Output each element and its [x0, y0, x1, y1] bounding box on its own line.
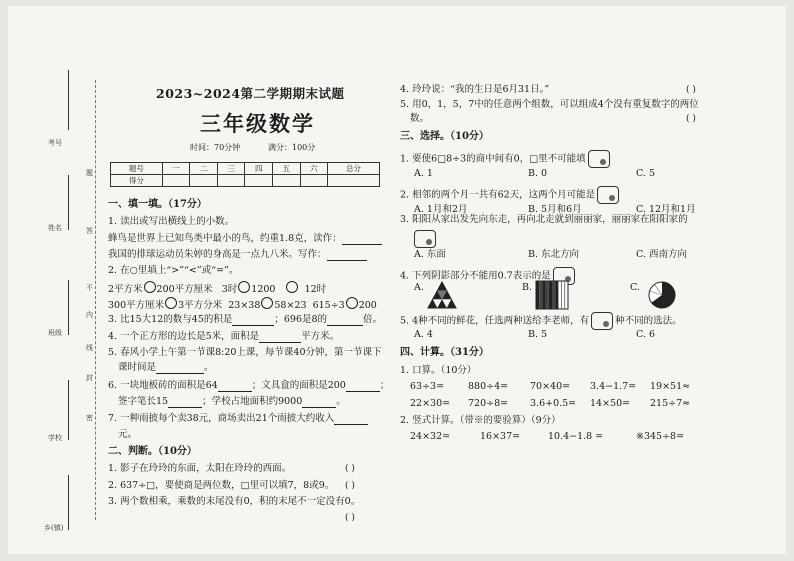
compare-term: 200平方厘米: [156, 284, 213, 295]
compare-term: 3平方分米: [178, 300, 223, 311]
written-heading: 2. 竖式计算。（带※的要验算）（9分）: [400, 415, 561, 426]
oral-item: 63÷3=: [410, 381, 445, 392]
s1-q2-row2: [108, 297, 377, 312]
section3-heading: 三、选择。（10分）: [400, 131, 489, 142]
s1-q7: [108, 413, 368, 425]
s1-q6-text: ；学校占地面积约9000: [202, 396, 303, 407]
answer-blank[interactable]: [156, 363, 204, 374]
answer-box-icon[interactable]: [414, 230, 436, 248]
binding-label-exam-no: 考号: [48, 139, 62, 147]
score-header-cell: 一: [162, 163, 190, 175]
s1-q3-text: 倍。: [363, 314, 383, 325]
written-item: 10.4−1.8 =: [548, 431, 604, 442]
s1-q6-text: ；: [379, 380, 390, 391]
score-cell[interactable]: [300, 175, 328, 187]
s3-q5: [400, 312, 682, 330]
s3-q4-opt-b[interactable]: B.: [522, 282, 533, 293]
s3-q2-opt-a[interactable]: A. 1月和2月: [414, 204, 468, 215]
score-header-cell: 二: [190, 163, 218, 175]
pie-circle-icon: [647, 280, 677, 310]
answer-blank[interactable]: [259, 332, 301, 343]
s3-q5-opt-b[interactable]: B. 5: [528, 329, 548, 340]
score-table: [110, 162, 380, 187]
section2-heading: 二、判断。（10分）: [108, 446, 197, 457]
answer-box-icon[interactable]: [597, 186, 619, 204]
s1-q4: [108, 331, 339, 343]
compare-term: 2平方米: [108, 284, 143, 295]
s1-q3-text: 3. 比15大12的数与45的积是: [108, 314, 233, 325]
seal-char: 密: [86, 414, 93, 422]
answer-blank[interactable]: [334, 414, 368, 425]
s3-q4-text: 4. 下列阴影部分不能用0.7表示的是: [400, 270, 551, 282]
score-cell[interactable]: [190, 175, 218, 187]
score-row-label: 得分: [111, 175, 163, 187]
seal-char: 答: [86, 227, 93, 235]
compare-circle[interactable]: [144, 281, 156, 293]
compare-term: 3时: [221, 284, 238, 295]
s1-q5: 5. 春风小学上午第一节课8:20上课，每节课40分钟，第一节课下: [108, 347, 382, 358]
score-header-cell: 六: [300, 163, 328, 175]
s3-q2-text: 2. 相邻的两个月一共有62天，这两个月可能是: [400, 189, 596, 201]
oral-item: 14×50=: [590, 398, 631, 409]
score-cell[interactable]: [273, 175, 301, 187]
s3-q1-text: 1. 要使6□8÷3的商中间有0，□里不可能填: [400, 153, 586, 165]
s1-q1-text-a: 蜂鸟是世界上已知鸟类中最小的鸟，约重1.8克，读作：: [108, 233, 342, 244]
score-cell[interactable]: [162, 175, 190, 187]
answer-blank[interactable]: [327, 250, 367, 261]
s1-q6-text: 6. 一块地板砖的面积是64: [108, 380, 218, 391]
answer-box-icon[interactable]: [588, 150, 610, 168]
exam-subject-title: 三年级数学: [200, 111, 315, 136]
striped-rectangle-icon: [535, 280, 569, 310]
compare-circle[interactable]: [261, 297, 273, 309]
s2-item: 3. 两个数相乘，乘数的末尾没有0，积的末尾不一定没有0。: [108, 496, 361, 507]
s3-q5-opt-c[interactable]: C. 6: [636, 329, 656, 340]
compare-term: 615÷3: [312, 300, 345, 311]
oral-item: 22×30=: [410, 398, 451, 409]
score-header-cell: 四: [245, 163, 273, 175]
score-header-cell: 总分: [328, 163, 380, 175]
answer-blank[interactable]: [327, 315, 363, 326]
oral-item: 720÷8=: [468, 398, 509, 409]
s2-item-cont: 数。: [410, 113, 430, 124]
s1-q6-text: ；文具盒的面积是200: [251, 380, 346, 391]
s1-q4-text: 4. 一个正方形的边长是5米，面积是: [108, 331, 260, 342]
compare-circle[interactable]: [238, 281, 250, 293]
oral-item: 215÷7≈: [650, 398, 691, 409]
binding-label-name: 姓名: [48, 224, 62, 232]
s1-q4-text: 平方米。: [301, 331, 340, 342]
answer-blank[interactable]: [302, 397, 336, 408]
oral-item: 3.6+0.5=: [530, 398, 577, 409]
s1-q1-line1: [108, 233, 382, 245]
compare-term: 300平方厘米: [108, 300, 165, 311]
seal-char: 内: [86, 311, 93, 319]
answer-blank[interactable]: [346, 381, 380, 392]
s1-q5-text: 课时间是: [118, 362, 157, 373]
seal-dashed-line: [95, 80, 96, 520]
written-item: ※345÷8=: [636, 431, 685, 442]
s2-item: 2. 637÷□，要使商是两位数，□里可以填7，8或9。: [108, 480, 335, 491]
s1-q6: [108, 380, 389, 392]
judge-paren[interactable]: ( ): [686, 85, 696, 95]
binding-line: [68, 70, 69, 130]
oral-item: 19×51≈: [650, 381, 691, 392]
s1-q2-row1: [108, 281, 326, 296]
judge-paren[interactable]: ( ): [345, 481, 355, 491]
judge-paren[interactable]: ( ): [345, 464, 355, 474]
s3-q2-opt-c[interactable]: C. 12月和1月: [636, 204, 696, 215]
s1-q1: 1. 读出或写出横线上的小数。: [108, 216, 235, 227]
compare-term: 58×23: [274, 300, 307, 311]
s1-q3: [108, 314, 382, 326]
compare-term: 1200: [251, 284, 276, 295]
s2-item: 4. 玲玲说：“我的生日是6月31日。”: [400, 84, 550, 95]
s1-q6-text: 。: [336, 396, 346, 407]
s3-q3-opt-c[interactable]: C. 西南方向: [636, 249, 687, 260]
answer-box-icon[interactable]: [591, 312, 613, 330]
compare-circle[interactable]: [165, 297, 177, 309]
written-item: 24×32=: [410, 431, 451, 442]
binding-label-school: 学校: [48, 434, 62, 442]
score-cell[interactable]: [328, 175, 380, 187]
compare-term: 12时: [304, 284, 327, 295]
s3-q1-opt-c[interactable]: C. 5: [636, 168, 656, 179]
score-table-row: [111, 175, 380, 187]
s3-q3: 3. 阳阳从家出发先向东走，再向北走就到丽丽家，丽丽家在阳阳家的: [400, 214, 688, 225]
score-table-header-row: [111, 163, 380, 175]
s3-q1-opt-a[interactable]: A. 1: [414, 168, 433, 179]
s1-q3-text: ；696是8的: [274, 314, 328, 325]
compare-circle[interactable]: [286, 281, 298, 293]
compare-term: 200: [358, 300, 377, 311]
answer-blank[interactable]: [232, 315, 274, 326]
oral-heading: 1. 口算。（10分）: [400, 365, 477, 376]
binding-line: [68, 475, 69, 530]
s1-q6-text: 签字笔长15: [118, 396, 169, 407]
s1-q5-text: 。: [204, 362, 214, 373]
s2-item: 1. 影子在玲玲的东面，太阳在玲玲的西面。: [108, 463, 292, 474]
triangle-figure-icon: [427, 281, 457, 309]
s1-q7-cont: 元。: [118, 429, 138, 440]
answer-blank[interactable]: [342, 234, 382, 245]
section1-heading: 一、填一填。（17分）: [108, 199, 207, 210]
section4-heading: 四、计算。（31分）: [400, 347, 489, 358]
s3-q3-box: [412, 230, 438, 248]
s1-q5-cont: [118, 362, 214, 374]
s3-q3-opt-b[interactable]: B. 东北方向: [528, 249, 580, 260]
seal-char: 题: [86, 169, 93, 177]
s1-q7-text: 7. 一种雨披每个卖38元，商场卖出21个雨披大约收入: [108, 413, 335, 424]
s3-q5-text: 种不同的选法。: [615, 315, 682, 327]
s1-q1-line2: [108, 249, 367, 261]
s3-q5-text: 5. 4种不同的鲜花，任选两种送给李老师，有: [400, 315, 590, 327]
score-header-cell: 五: [273, 163, 301, 175]
seal-char: 封: [86, 374, 93, 382]
s2-item: 5. 用0，1，5，7中的任意两个组数，可以组成4个没有重复数字的两位: [400, 99, 699, 110]
s3-q4-opt-c[interactable]: C.: [630, 282, 640, 293]
oral-item: 3.4−1.7=: [590, 381, 637, 392]
seal-char: 线: [86, 344, 93, 352]
answer-blank[interactable]: [218, 381, 252, 392]
s3-q4-opt-a[interactable]: A.: [414, 282, 424, 293]
s3-q1-opt-b[interactable]: B. 0: [528, 168, 548, 179]
score-cell[interactable]: [217, 175, 245, 187]
exam-time: 时间：70分钟: [190, 143, 241, 152]
exam-year-title: 2023~2024第二学期期末试题: [156, 86, 345, 101]
s3-q2: [400, 186, 621, 204]
binding-line: [68, 280, 69, 335]
compare-term: 23×38: [228, 300, 261, 311]
score-header-cell: 三: [217, 163, 245, 175]
s1-q1-text-b: 我国的排球运动员朱婷的身高是一点九八米。写作：: [108, 249, 327, 260]
judge-paren[interactable]: ( ): [345, 513, 355, 523]
binding-strip: [40, 70, 100, 540]
s3-q3-opt-a[interactable]: A. 东面: [414, 249, 446, 260]
answer-blank[interactable]: [168, 397, 202, 408]
compare-circle[interactable]: [346, 297, 358, 309]
exam-full-score: 满分：100分: [268, 143, 316, 152]
seal-char: 不: [86, 284, 93, 292]
score-cell[interactable]: [245, 175, 273, 187]
s3-q2-opt-b[interactable]: B. 5月和6月: [528, 204, 582, 215]
binding-label-town: 乡(镇): [44, 524, 64, 532]
oral-item: 70×40=: [530, 381, 571, 392]
binding-line: [68, 380, 69, 440]
binding-line: [68, 175, 69, 230]
s1-q2: 2. 在○里填上“>”“<”或“=”。: [108, 265, 239, 276]
judge-paren[interactable]: ( ): [686, 114, 696, 124]
s1-q6-cont: [118, 396, 346, 408]
s3-q1: [400, 150, 612, 168]
written-item: 16×37=: [480, 431, 521, 442]
s3-q5-opt-a[interactable]: A. 4: [414, 329, 433, 340]
binding-label-class: 班级: [48, 329, 62, 337]
score-header-cell: 题号: [111, 163, 163, 175]
oral-item: 880÷4=: [468, 381, 509, 392]
